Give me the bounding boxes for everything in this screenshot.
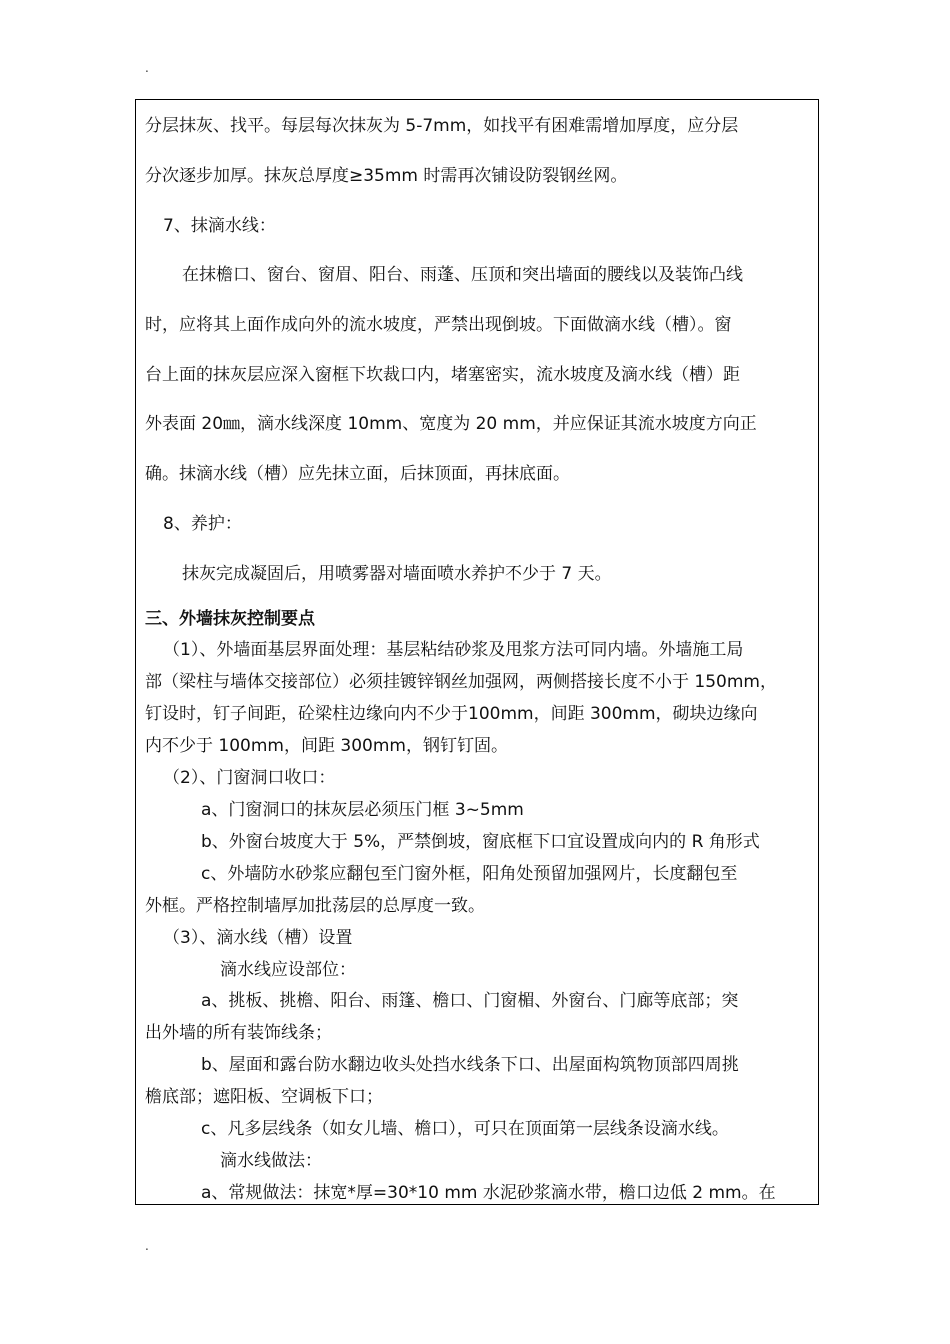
text-line: c、外墙防水砂浆应翻包至门窗外框，阳角处预留加强网片，长度翻包至 xyxy=(201,864,738,884)
text-line: 钉设时，钉子间距，砼梁柱边缘向内不少于100mm，间距 300mm，砌块边缘向 xyxy=(145,704,758,724)
text-line: 外表面 20㎜，滴水线深度 10mm、宽度为 20 mm，并应保证其流水坡度方向正 xyxy=(145,414,757,434)
text-line: 台上面的抹灰层应深入窗框下坎裁口内，堵塞密实，流水坡度及滴水线（槽）距 xyxy=(145,365,740,385)
subsection-heading: （3）、滴水线（槽）设置 xyxy=(163,928,353,948)
text-line: 内不少于 100mm，间距 300mm，钢钉钉固。 xyxy=(145,736,508,756)
text-line: c、凡多层线条（如女儿墙、檐口），可只在顶面第一层线条设滴水线。 xyxy=(201,1119,729,1139)
section-heading: 7、抹滴水线： xyxy=(163,216,276,236)
text-line: a、门窗洞口的抹灰层必须压门框 3~5mm xyxy=(201,800,524,820)
text-line: 确。抹滴水线（槽）应先抹立面，后抹顶面，再抹底面。 xyxy=(145,464,570,484)
text-line: 分次逐步加厚。抹灰总厚度≥35mm 时需再次铺设防裂钢丝网。 xyxy=(145,166,628,186)
text-line: 出外墙的所有装饰线条； xyxy=(145,1023,332,1043)
text-line: 滴水线做法： xyxy=(220,1151,322,1171)
document-table-cell xyxy=(135,99,819,1205)
text-line: 檐底部；遮阳板、空调板下口； xyxy=(145,1087,383,1107)
text-line: （1）、外墙面基层界面处理：基层粘结砂浆及甩浆方法可同内墙。外墙施工局 xyxy=(163,640,744,660)
text-line: 时，应将其上面作成向外的流水坡度，严禁出现倒坡。下面做滴水线（槽）。窗 xyxy=(145,315,732,335)
page-mark-bottom: . xyxy=(145,1239,149,1253)
text-line: 外框。严格控制墙厚加批荡层的总厚度一致。 xyxy=(145,896,485,916)
text-line: a、常规做法：抹宽*厚=30*10 mm 水泥砂浆滴水带，檐口边低 2 mm。在 xyxy=(201,1183,776,1203)
text-line: 在抹檐口、窗台、窗眉、阳台、雨蓬、压顶和突出墙面的腰线以及装饰凸线 xyxy=(182,265,743,285)
text-line: 抹灰完成凝固后，用喷雾器对墙面喷水养护不少于 7 天。 xyxy=(182,564,612,584)
text-line: 分层抹灰、找平。每层每次抹灰为 5-7mm，如找平有困难需增加厚度，应分层 xyxy=(145,116,739,136)
text-line: 滴水线应设部位： xyxy=(220,960,356,980)
subsection-heading: （2）、门窗洞口收口： xyxy=(163,768,336,788)
text-line: 部（梁柱与墙体交接部位）必须挂镀锌钢丝加强网，两侧搭接长度不小于 150mm， xyxy=(145,672,777,692)
page-mark-top: . xyxy=(145,61,149,75)
text-line: b、屋面和露台防水翻边收头处挡水线条下口、出屋面构筑物顶部四周挑 xyxy=(201,1055,739,1075)
section-title: 三、外墙抹灰控制要点 xyxy=(145,609,315,629)
section-heading: 8、养护： xyxy=(163,514,242,534)
text-line: b、外窗台坡度大于 5%，严禁倒坡，窗底框下口宜设置成向内的 R 角形式 xyxy=(201,832,760,852)
text-line: a、挑板、挑檐、阳台、雨篷、檐口、门窗楣、外窗台、门廊等底部；突 xyxy=(201,991,739,1011)
